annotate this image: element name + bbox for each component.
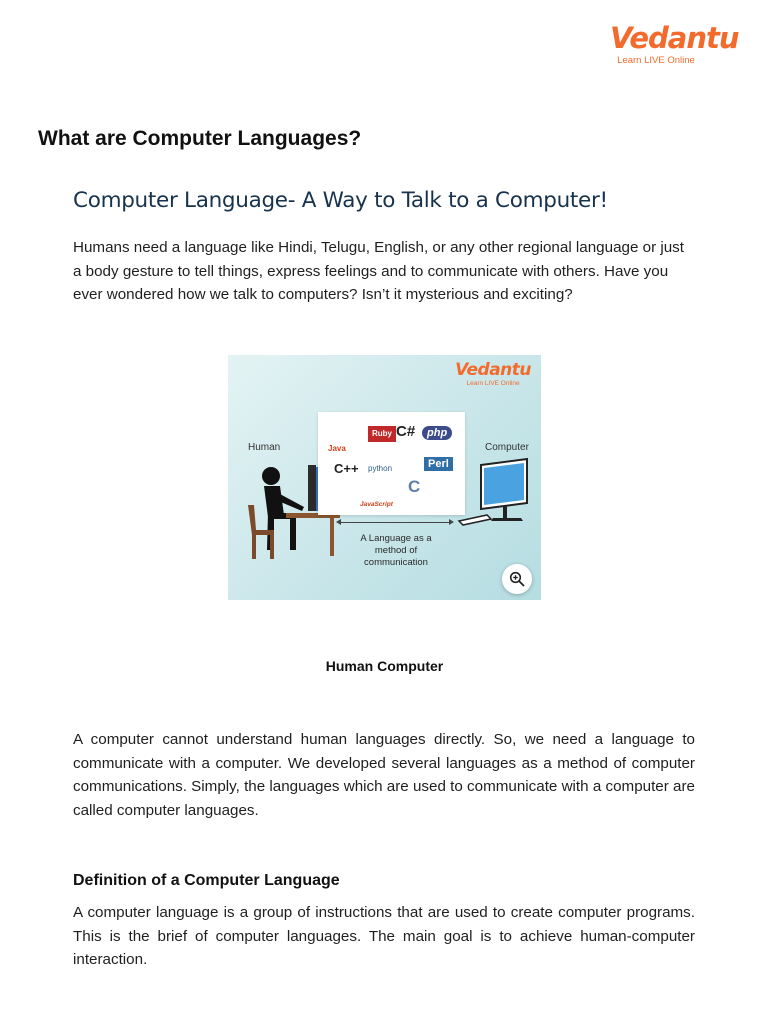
section-title: Computer Language- A Way to Talk to a Computer! xyxy=(73,188,608,213)
zoom-button[interactable] xyxy=(502,564,532,594)
communication-arrow xyxy=(340,522,450,523)
language-ruby: Ruby xyxy=(368,426,396,442)
language-logos-board xyxy=(318,412,465,515)
brand-logo xyxy=(610,21,739,66)
language-python: python xyxy=(368,464,393,473)
figure-logo-wordmark: Vedantu xyxy=(455,360,531,380)
figure-human-label: Human xyxy=(248,442,281,453)
language-javascript: JavaScript xyxy=(360,501,393,508)
definition-heading: Definition of a Computer Language xyxy=(73,872,340,889)
body-paragraph: A computer cannot understand human languages directly. So, we need a language to communicate with a computer. We developed several languages as a method of computer communications. Simply, the languages which are used to communicate with a computer are called computer languages. xyxy=(73,731,695,819)
figure-logo-tagline: Learn LIVE Online xyxy=(466,380,520,387)
page-title: What are Computer Languages? xyxy=(38,127,362,150)
language-php: php xyxy=(422,426,452,440)
language-cpp: C++ xyxy=(334,461,359,476)
logo-tagline: Learn LIVE Online xyxy=(617,55,695,66)
definition-paragraph: A computer language is a group of instructions that are used to create computer programs. This is the brief of computer languages. The main goal is to achieve human-computer interaction. xyxy=(73,904,695,968)
computer-monitor-icon xyxy=(453,455,533,535)
figure-arrow-caption: A Language as a method of communication xyxy=(360,533,432,568)
language-java: Java xyxy=(328,444,346,453)
human-computer-figure xyxy=(228,355,541,600)
language-perl: Perl xyxy=(424,457,453,471)
figure-logo xyxy=(455,361,531,387)
figure-computer-label: Computer xyxy=(485,442,529,453)
logo-wordmark: Vedantu xyxy=(610,21,739,55)
language-c: C xyxy=(408,477,421,496)
language-csharp: C# xyxy=(396,423,416,440)
figure-caption: Human Computer xyxy=(325,658,444,674)
intro-paragraph: Humans need a language like Hindi, Telugu, English, or any other regional language or just a body gesture to tell things, express feelings and to communicate with others. Have you ever wondered how we talk to computers? Isn’t it mysterious and exciting? xyxy=(73,239,684,303)
zoom-in-icon xyxy=(509,571,525,587)
